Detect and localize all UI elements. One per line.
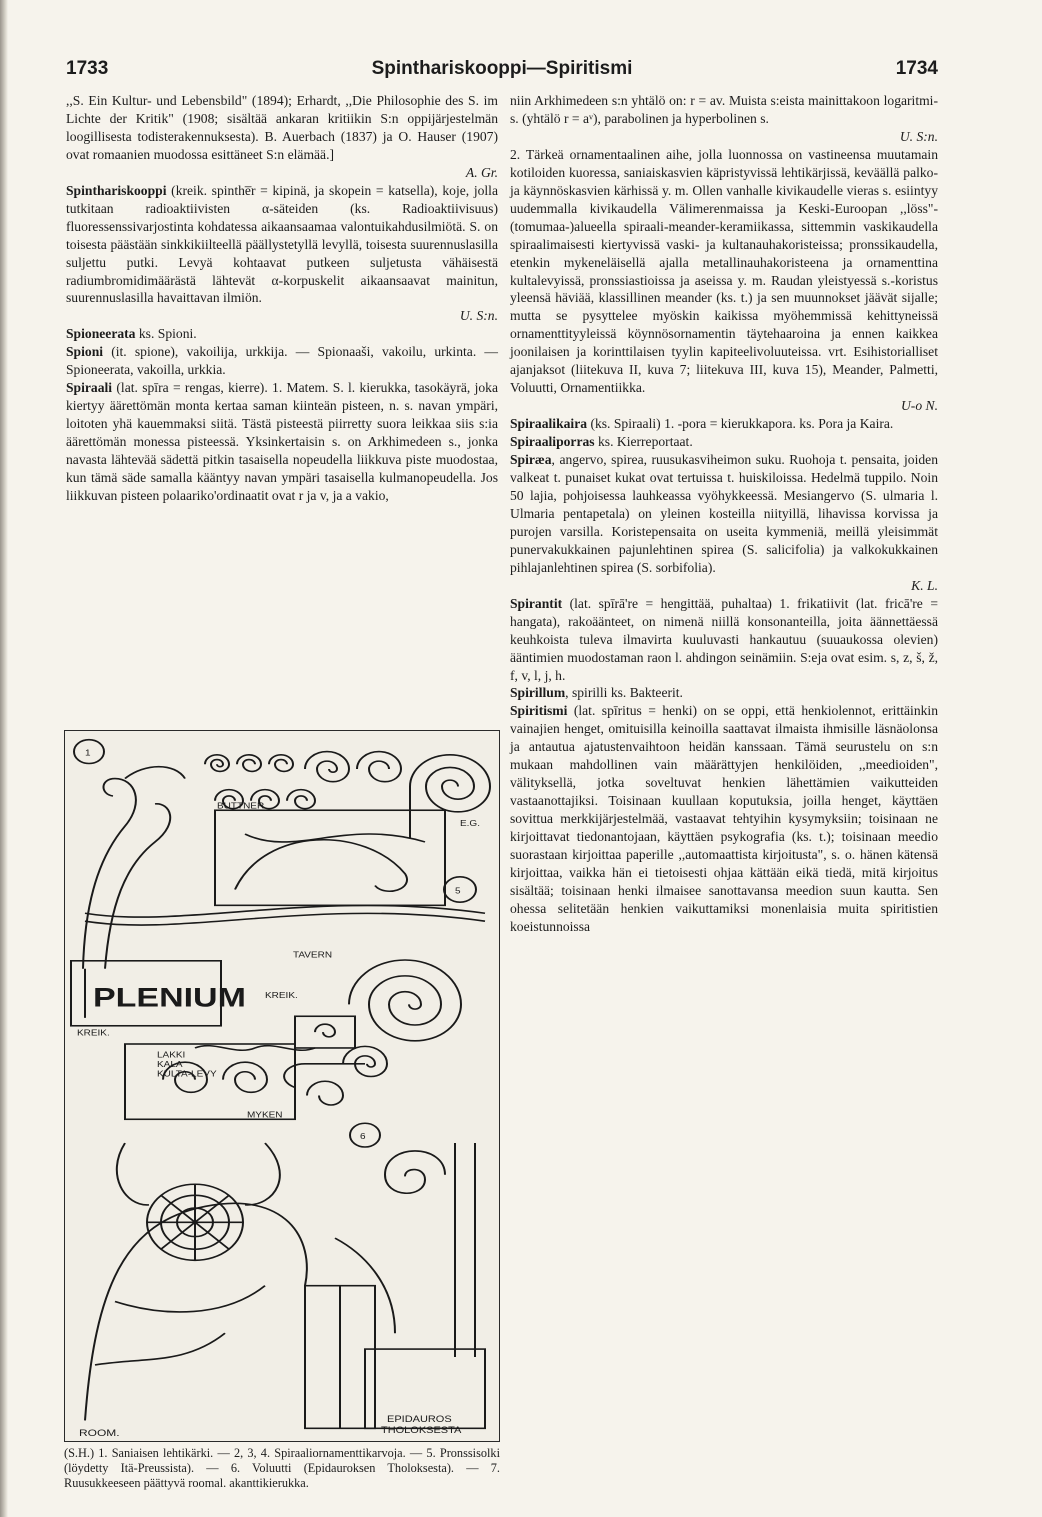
page-binding-shadow <box>0 0 8 1517</box>
entry-headword: Spiraali <box>66 380 113 396</box>
entry-headword: Spinthariskooppi <box>66 182 167 198</box>
fern-tendril <box>83 767 185 969</box>
entry-body: (lat. spīritus = henki) on se oppi, että henkiolennot, erittäinkin vainajien henget, omituisilla keinoilla saattavat ilmaista ihmisille läsnäolonsa ja antautua ajatustenvaihtoon heidän kanssaan. Tämä seurustelu on s:n mukaan mahdollinen vain määrättyjen henkilöiden, ,,meedioiden", välityksellä, jotka soveltuvat henkien lähettämien vaikutteiden vastaanottajiksi. Toisinaan kuullaan koputuksia, joilla henget, käyttäen sovittua merkkijärjestelmää, vastaavat tehtyihin kysymyksiin; toisinaan ne kirjoittavat tiedonantojaan, käyttäen psykografia (ks. t.); toisinaan meedio suorastaan kirjoittaa paperille ,,automaattista kirjoitusta", s. o. hänen kätensä kirjoittaa, vaikka hän ei tietoisesti ohjaa kättään eikä tiedä, mitä kirjoitus sisältää; toisinaan henki ilmaisee sanottavansa meedion suun kautta. Sen ohessa selitetään henkien vaikuttamiksi monenlaisia muita spiritistien koeistunnoissa <box>510 703 938 934</box>
author-signature: U. S:n. <box>899 128 938 144</box>
figure-label: ROOM. <box>79 1428 120 1439</box>
entry-headword: Spiraaliporras <box>510 434 595 450</box>
figure-label: TAVERN <box>293 950 333 960</box>
spiral-ornament-figure <box>64 730 500 1440</box>
acanthus-rosette <box>85 1143 307 1420</box>
paragraph-references: ,,S. Ein Kultur- und Lebensbild" (1894); Erhardt, ,,Die Philosophie des S. im Lichte der Kritik" (1908; sisältää ankaran kritiikin S:n oppijärjestelmän loogillisesta todisterakennuksesta). B. Auerbach (1837) ja O. Hauser (1907) ovat romaanien muodossa esittäneet S:n elämää.] <box>66 93 498 162</box>
figure-label: 5 <box>455 886 461 896</box>
entry-body: (ks. Spiraali) 1. -pora = kierukkapora. ks. Pora ja Kaira. <box>587 416 894 432</box>
running-title: Spinthariskooppi—Spiritismi <box>371 58 633 79</box>
entry-spiraaliporras <box>510 433 938 451</box>
entry-headword: Spirillum <box>510 685 566 701</box>
figure-label: KREIK. <box>265 991 298 1000</box>
figure-label: KALA <box>157 1059 183 1069</box>
entry-headword: Spiræa <box>510 452 552 468</box>
author-signature: K. L. <box>911 577 938 593</box>
entry-body: ks. Spioni. <box>135 326 197 342</box>
entry-spioni <box>66 343 498 379</box>
figure-label: KULTA-LEVY <box>157 1069 217 1079</box>
entry-spiraali <box>66 379 498 505</box>
entry-spinthariskooppi <box>66 182 498 308</box>
right-page-number: 1734 <box>895 58 938 79</box>
figure-frame <box>64 730 500 1442</box>
figure-caption: (S.H.) 1. Saniaisen lehtikärki. — 2, 3, 4. Spiraaliornamenttikarvoja. — 5. Pronssisolki (löydetty Itä-Preussista). — 6. Voluutti (Epidauroksen Tholoksesta). — 7. Ruusukkeeseen päättyvä roomal. akanttikierukka. <box>64 1446 500 1491</box>
right-column <box>510 92 938 936</box>
entry-spiraalikaira <box>510 415 938 433</box>
mycenaean-spiral-band <box>195 1016 355 1050</box>
entry-body: (lat. spīra = rengas, kierre). 1. Matem. S. l. kierukka, tasokäyrä, joka kiertyy äärettömän monta kertaa saman kiinteän pisteen, n. s. navan ympäri, loitoten yhä kauemmaksi siitä. Tästä pisteestä piirretty suora leikkaa siis s:ia äärettömän monessa pisteessä. Yksinkertaisin s. on Arkhimedeen s., jonka navasta lähtevää sädettä pitkin tasaisella nopeudella liikkuva piste muodostaa, kun tämä säde samalla kääntyy navan ympäri tasaisella kulmanopeudella. Jos liikkuvan pisteen polaariko'ordinaatit ovat r ja v, ja a vakio, <box>66 380 498 503</box>
figure-label: 6 <box>360 1132 366 1141</box>
ornament-illustration <box>65 731 499 1441</box>
entry-spirantit <box>510 595 938 685</box>
entry-body: , spirilli ks. Bakteerit. <box>565 685 683 701</box>
entry-spioneerata <box>66 325 498 343</box>
entry-spirillum <box>510 684 938 702</box>
paragraph-ornamental-spiral: 2. Tärkeä ornamentaalinen aihe, jolla luonnossa on vastineensa muutamain kotiloiden kuoressa, saniaiskasvien käpristyvissä lehtikärjissä, keväällä palko- ja käynnöskasvien kärhissä y. m. Ollen vanhalle kivikaudelle vieras s. esiintyy uudemmalla kivikaudella Välimerenmaissa ja Keski-Euroopan ,,löss"-(tomumaa-)alueella spiraali-meander-keramiikassa, sittemmin vaskikaudella spiraalimaisesti kiertyvissä vaski- ja kultanauhakoristeissa; pronssikaudella, etenkin mykeneläisellä ajalla metallinauhakoristeena ja ornamenttina kultalevyissä, pronssiastioissa ja aseissa y. m. Raudan yleistyessä s.-koristus yleensä häviää, klassillinen meander (ks. t.) ja sen muunnokset jäävät sijalle; mutta se pysyttelee myöskin kaikissa myöhemmissä kehittyneissä ornamenttityyleissä köynnösornamentin täytehaaroina ja ennen kaikkea joonilaisen ja korinttilaisen tyylin kapiteelivoluuteissa. vrt. Esihistorialliset ajanjaksot (liitekuva II, kuva 7; liitekuva III, kuva 15), Meander, Palmetti, Voluutti, Ornamentiikka. <box>510 146 938 396</box>
entry-body: (lat. spīrā're = hengittää, puhaltaa) 1. frikatiivit (lat. fricā're = hangata), rakoäänteet, on nimenä niillä konsonanteilla, joita äännettäessä keuhkoista tuleva ilmavirta kuuluvasti hankautuu (suuaukossa olevien) ääntimien muodostaman raon l. ahdingon seinämiin. S:eja ovat esim. s, z, š, ž, f, v, l, j, h. <box>510 595 938 683</box>
figure-label: LAKKI <box>157 1050 186 1060</box>
figure-label: MYKEN <box>247 1110 283 1120</box>
entry-headword: Spiritismi <box>510 703 568 719</box>
brooch-spiral <box>284 960 461 1088</box>
page-header <box>66 58 938 88</box>
figure-label: 1 <box>85 748 91 758</box>
paragraph-spiral-equations: niin Arkhimedeen s:n yhtälö on: r = av. Muista s:eista mainittakoon logaritmi-s. (yhtälö r = aᵛ), parabolinen ja hyperbolinen s. <box>510 93 938 126</box>
entry-body: (it. spione), vakoilija, urkkija. — Spionaaši, vakoilu, urkinta. — Spioneerata, vakoilla, urkkia. <box>66 344 498 378</box>
figure-label: KREIK. <box>77 1028 110 1038</box>
figure-label: PLENIUM <box>93 983 246 1013</box>
figure-label: THOLOKSESTA <box>381 1426 462 1436</box>
figure-label: E.G. <box>460 819 481 828</box>
author-signature: A. Gr. <box>465 164 498 180</box>
left-page-number: 1733 <box>66 58 109 79</box>
entry-headword: Spioneerata <box>66 326 136 342</box>
figure-label: BUTTNER <box>217 801 265 811</box>
spiral-row-top <box>205 752 401 809</box>
entry-body: , angervo, spirea, ruusukasviheimon suku. Ruohoja t. pensaita, joiden valkeat t. punaiset kukat ovat tertuissa t. huiskiloissa. Hedelmä tuppilo. Noin 50 lajia, pohjoisessa lauhkeassa vyöhykkeessä. Mesiangervo (S. ulmaria l. Ulmaria pentapetala) on yleinen kosteilla niityillä, lihavissa korvissa ja purojen varsilla. Koristepensaita on useita kymmeniä, meillä yleisimmät punervakukkainen pajunlehtinen spirea (S. salicifolia) ja valkokukkainen pihlajanlehtinen spirea (S. sorbifolia). <box>510 452 938 575</box>
figure-label: EPIDAUROS <box>387 1414 452 1425</box>
left-column <box>66 92 498 505</box>
author-signature: U-o N. <box>900 398 938 414</box>
entry-spiraea <box>510 451 938 577</box>
author-signature: U. S:n. <box>459 308 498 324</box>
entry-body: ks. Kierreportaat. <box>594 434 693 450</box>
entry-headword: Spioni <box>66 344 104 360</box>
entry-body: (kreik. spinthe̅r = kipinä, ja skopein = katsella), koje, jolla tutkitaan radioaktiivisten α-säteiden (ks. Radioaktiivisuus) fluoressenssivarjostinta kohdatessa aikaansaamaa valontuikahdusilmiötä. S. on toisesta päästään sinkkikiilteellä päällystetyllä levyllä, toisesta suurennuslasilla suljettu putki. Levyä kohtaavat putkeen suljetusta vähäisestä radiumbromidimäärästä lähtevät α-korpuskelit aikaansaavat mainitun, suurennuslasilla havaittavan ilmiön. <box>66 182 498 306</box>
entry-headword: Spiraalikaira <box>510 416 588 432</box>
entry-headword: Spirantit <box>510 595 563 611</box>
entry-spiritismi <box>510 702 938 935</box>
